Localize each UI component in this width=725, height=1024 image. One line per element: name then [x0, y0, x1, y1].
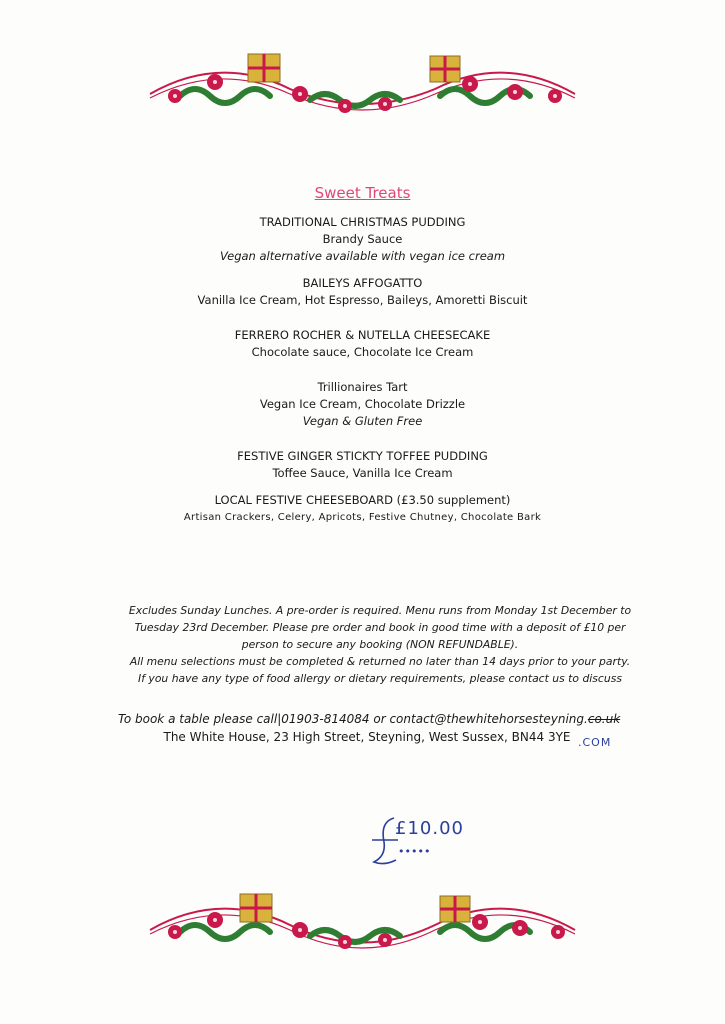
- terms-line: All menu selections must be completed & returned no later than 14 days prior to your party.: [129, 655, 631, 668]
- handwritten-correction: .COM: [578, 736, 612, 749]
- item-name: FESTIVE GINGER STICKTY TOFFEE PUDDING: [237, 449, 488, 463]
- section-heading: Sweet Treats: [314, 184, 411, 202]
- menu-item-cheeseboard: [0, 492, 725, 526]
- item-description: Artisan Crackers, Celery, Apricots, Festive Chutney, Chocolate Bark: [183, 512, 542, 523]
- item-name: TRADITIONAL CHRISTMAS PUDDING: [259, 215, 466, 229]
- sweet-treats-menu: [0, 184, 725, 526]
- item-description: Vegan Ice Cream, Chocolate Drizzle: [259, 397, 466, 411]
- handwritten-scribble: •••••: [398, 845, 431, 858]
- reverse-side-show-through: [0, 118, 725, 165]
- item-description: Vanilla Ice Cream, Hot Espresso, Baileys, Amoretti Biscuit: [197, 293, 528, 307]
- item-name: FERRERO ROCHER & NUTELLA CHEESECAKE: [234, 328, 491, 342]
- venue-address: The White House, 23 High Street, Steyning, West Sussex, BN44 3YE: [163, 730, 571, 744]
- menu-item-sticky-toffee-pudding: [0, 448, 725, 482]
- menu-item-trillionaires-tart: [0, 379, 725, 430]
- item-description: Brandy Sauce: [322, 232, 403, 246]
- item-name: LOCAL FESTIVE CHEESEBOARD (£3.50 supplement): [214, 493, 511, 507]
- booking-line: [118, 710, 678, 728]
- menu-item-baileys-affogatto: [0, 275, 725, 309]
- menu-item-christmas-pudding: [0, 214, 725, 265]
- handwritten-price: £10.00: [395, 818, 464, 839]
- item-note: Vegan & Gluten Free: [302, 414, 423, 428]
- terms-line: person to secure any booking (NON REFUNDABLE).: [241, 638, 519, 651]
- terms-line: If you have any type of food allergy or dietary requirements, please contact us to discuss: [138, 672, 622, 685]
- item-name: Trillionaires Tart: [317, 380, 408, 394]
- terms-line: Tuesday 23rd December. Please pre order and book in good time with a deposit of £10 per: [134, 621, 626, 634]
- menu-item-cheesecake: [0, 327, 725, 361]
- item-name: BAILEYS AFFOGATTO: [302, 276, 423, 290]
- item-description: Toffee Sauce, Vanilla Ice Cream: [272, 466, 453, 480]
- booking-text: To book a table please call|01903-814084 or contact@thewhitehorsesteyning.: [118, 712, 588, 726]
- booking-terms: [120, 602, 640, 687]
- item-note: Vegan alternative available with vegan ice cream: [219, 249, 506, 263]
- struck-domain: co.uk: [587, 712, 621, 726]
- terms-line: Excludes Sunday Lunches. A pre-order is required. Menu runs from Monday 1st December to: [128, 604, 632, 617]
- garland-bottom-decoration: [140, 880, 585, 970]
- garland-top-decoration: [140, 34, 585, 124]
- item-description: Chocolate sauce, Chocolate Ice Cream: [251, 345, 474, 359]
